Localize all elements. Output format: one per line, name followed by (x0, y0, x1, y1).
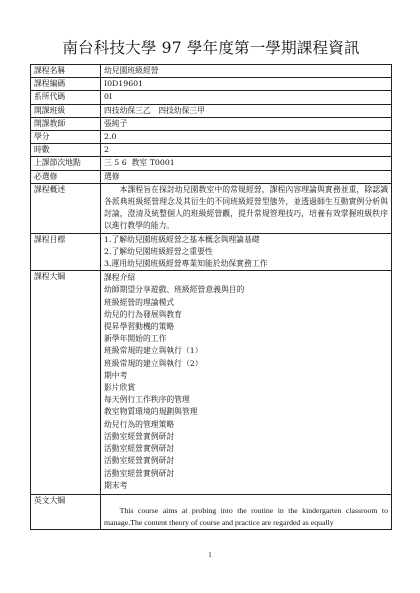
outline-item: 影片欣賞 (104, 383, 136, 393)
row-value: 幼兒園班級經營 (101, 65, 392, 78)
row-label: 課程目標 (31, 233, 101, 271)
table-row-overview (31, 183, 392, 233)
outline-item: 班級常規的建立與執行（1） (104, 346, 203, 356)
row-label: 課程概述 (31, 183, 101, 233)
outline-item: 每天例行工作秩序的管理 (104, 395, 190, 405)
row-label: 系所代碼 (31, 91, 101, 104)
row-label: 學分 (31, 131, 101, 144)
table-row-dept-code (31, 91, 392, 104)
overview-text: 本課程旨在探討幼兒園教室中的常規經營，課程內容理論與實務並重，除認識各派典班級經營理念及其衍生的不同班級經營型態外，並透過師生互動實例分析與討論，澄清及統整個人的班級經營觀，提升常規管理技巧，培養有效掌握班級秩序以進行教學的能力。 (104, 184, 388, 231)
table-row-credits (31, 131, 392, 144)
table-row-outline (31, 271, 392, 495)
table-row-hours (31, 144, 392, 157)
course-info-table (30, 64, 392, 530)
row-value: 三 5 6 教室 T0001 (101, 157, 392, 170)
row-label: 課程名稱 (31, 65, 101, 78)
outline-item: 教室物質環境的規劃與管理 (104, 407, 198, 417)
english-cell (101, 494, 392, 529)
page-number: 1 (208, 551, 212, 559)
row-label: 課程大綱 (31, 271, 101, 495)
table-row-goals (31, 233, 392, 271)
outline-item: 課程介紹 (104, 273, 136, 283)
row-label: 開課班級 (31, 104, 101, 117)
table-row-class (31, 104, 392, 117)
table-row-required (31, 170, 392, 183)
outline-item: 活動室經營實例研討 (104, 431, 175, 441)
row-value: 0I (101, 91, 392, 104)
goal-item: 1.了解幼兒園班級經營之基本概念與理論基礎 (104, 234, 260, 244)
english-text: This course aims at probing into the routine in the kindergarten classroom to manage.The content theory of course and practice are regarded as equally (104, 505, 388, 528)
row-label: 開課教師 (31, 117, 101, 130)
row-value: I0D19601 (101, 78, 392, 91)
goals-cell (101, 233, 392, 271)
goal-item: 2.了解幼兒園班級經營之重要性 (104, 246, 213, 256)
outline-item: 幼兒的行為發展與教育 (104, 309, 182, 319)
row-label: 課程編碼 (31, 78, 101, 91)
outline-item: 活動室經營實例研討 (104, 456, 175, 466)
outline-item: 班級經營的理論模式 (104, 297, 175, 307)
table-row-teacher (31, 117, 392, 130)
outline-cell (101, 271, 392, 495)
outline-item: 幼師期望分享遊戲、班級經營意義與目的 (104, 285, 245, 295)
row-value: 張純子 (101, 117, 392, 130)
row-value: 2.0 (101, 131, 392, 144)
outline-item: 新學年開始的工作 (104, 334, 167, 344)
outline-item: 提昇學習動機的策略 (104, 322, 175, 332)
overview-cell (101, 183, 392, 233)
row-label: 英文大綱 (31, 494, 101, 529)
row-value: 選修 (101, 170, 392, 183)
row-label: 時數 (31, 144, 101, 157)
table-row-course-name (31, 65, 392, 78)
table-row-schedule (31, 157, 392, 170)
row-value: 2 (101, 144, 392, 157)
row-value: 四技幼保三乙 四技幼保三甲 (101, 104, 392, 117)
table-row-english-outline (31, 494, 392, 529)
outline-item: 活動室經營實例研討 (104, 444, 175, 454)
table-row-course-code (31, 78, 392, 91)
outline-item: 班級常規的建立與執行（2） (104, 358, 203, 368)
outline-item: 期末考 (104, 480, 128, 490)
row-label: 必選修 (31, 170, 101, 183)
outline-item: 幼兒行為的管理策略 (104, 419, 175, 429)
outline-item: 活動室經營實例研討 (104, 468, 175, 478)
goal-item: 3.運用幼兒園班級經營專業知能於幼保實務工作 (104, 259, 268, 269)
page-title: 南台科技大學 97 學年度第一學期課程資訊 (62, 39, 360, 57)
row-label: 上課節次地點 (31, 157, 101, 170)
outline-item: 期中考 (104, 370, 128, 380)
